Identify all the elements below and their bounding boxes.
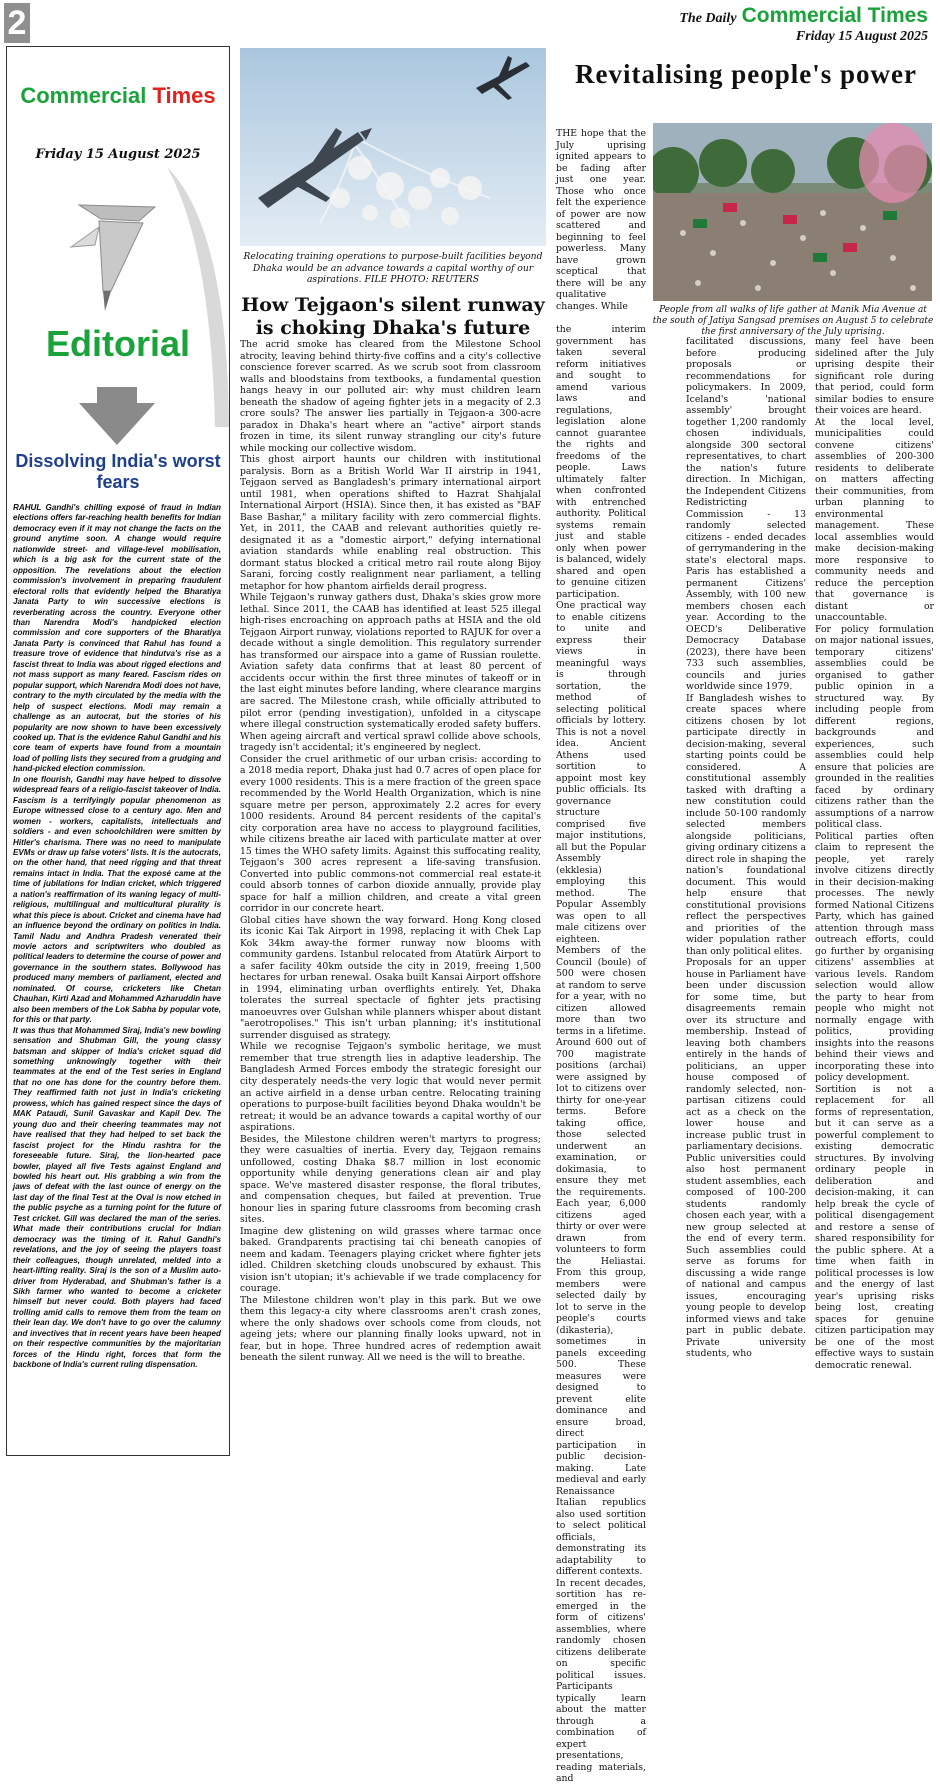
article-paragraph: Political parties often claim to represent the people, yet rarely involve citizens directly in their decision-making processes. The newly formed National Citizens Party, which has gained attention through mass outreach efforts, could go further by organising citizens' assemblies at various levels. Random selection would allow the party to hear from people who might not normally engage with politics, providing insights into the reasons behind their views and incorporating these into policy development. (815, 830, 934, 1083)
article-paragraph: Public universities could also host permanent student assemblies, each composed of 100-200 students randomly chosen each year, with a new group selected at the end of every term. Such assemblies could serve as forums for discussing a wide range of national and campus issues, encouraging young people to develop informed views and take part in public debate. Private university students, who (686, 1152, 806, 1359)
article-column-2 (686, 336, 806, 1360)
photo-caption: People from all walks of life gather at Manik Mia Avenue at the south of Jatiya Sangsad premises on August 5 to celebrate the first anniversary of the July uprising. (652, 305, 934, 337)
article-headline: Revitalising people's power (575, 59, 917, 89)
article-column-1 (556, 324, 646, 1785)
article-column-3 (815, 336, 934, 1371)
article-column-1-top: THE hope that the July uprising ignited appears to be fading after just one year. Those who once felt the experience of power are now scattered and beginning to feel powerless. Many have grown sceptical that there will be any qualitative changes. While (556, 128, 646, 312)
article-paragraph: While Tejgaon's runway gathers dust, Dhaka's skies grow more lethal. Since 2011, the CAAB has identified at least 525 illegal high-rises encroaching on approach paths at HSIA and the old Tejgaon Airport runway, violations reported to RAJUK for over a decade without a single demolition. This regulatory surrender has transformed our airspace into a game of Russian roulette. Aviation safety data confirms that at least 80 percent of accidents occur within the first three minutes of takeoff or in the last eight minutes before landing, where clearance margins are sacred. The Milestone crash, while officially attributed to pilot error (pending investigation), unfolded in a cityscape where illegal construction systematically eroded safety buffers. When ageing aircraft and vertical sprawl collide above schools, tragedy isn't accidental; it's engineered by neglect. (240, 592, 541, 754)
page-number: 2 (4, 3, 30, 43)
article-paragraph: For policy formulation on major national issues, temporary citizens' assemblies could be organised to gather public opinion in a structured way. By including people from different regions, backgrounds and experiences, such assemblies could help ensure that policies are grounded in the realities faced by ordinary citizens rather than the assumptions of a narrow political class. (815, 623, 934, 830)
editorial-sidebar (6, 46, 230, 1456)
photo-caption: Relocating training operations to purpose-built facilities beyond Dhaka would be an advance towards a capital worthy of our aspirations. FILE PHOTO: REUTERS (243, 251, 543, 285)
article-paragraph: This ghost airport haunts our children with institutional paralysis. Born as a British World War II airstrip in 1941, Tejgaon served as Bangladesh's primary international airport until 1981, when operations shifted to Hazrat Shahjalal International Airport (HSIA). Since then, it has existed as "BAF Base Bashar," a military facility with zero commercial flights. Yet, in 2011, the CAAB and relevant authorities quietly re-designated it as a "domestic airport," defying international aviation standards while enabling real obstruction. This dormant status blocked a critical metro rail route along Bijoy Sarani, forcing costly realignment near parliament, a telling metaphor for how phantom airfields derail progress. (240, 454, 541, 592)
decorative-swoosh (167, 167, 229, 427)
section-title: Editorial (45, 323, 191, 364)
article-paragraph: the interim government has taken several reform initiatives and sought to amend various laws and regulations, legislation alone cannot guarantee the rights and freedoms of the people. Laws ultimately falter when confronted with entrenched authority. Political systems remain just and stable only when power is balanced, widely shared and open to genuine citizen participation. (556, 324, 646, 600)
fountain-pen-icon (65, 187, 175, 317)
editorial-paragraph: In one flourish, Gandhi may have helped to dissolve widespread fears of a religio-fascist takeover of India. Fascism is a terrifyingly popular phenomenon as Europe witnessed close to a century ago. Men and women - workers, capitalists, intellectuals and soldiers - and even schoolchildren were smitten by Hitler's charisma. There was no need to manipulate EVMs or draw up false voters' lists. It is the autocrats, on the other hand, that need rigging and that threat remains intact in India. That the exposé came at the time of jubilations for Indian cricket, which triggered a nation's reaffirmation of its waning legacy of multi-religious, multilingual and multicultural plurality is what this piece is about. Cricket and cinema have had an influence beyond the ordinary on politics in India. Tamil Nadu and Andhra Pradesh venerated their movie actors and scriptwriters who doubled as political leaders to determine the course of power and governance in the southern states. Bollywood has produced many members of parliament, elected and nominated. Of course, cricketers like Chetan Chauhan, Kirti Azad and Mohammed Azharuddin have also been members of the Lok Sabha by popular vote, for this or that party. (13, 774, 221, 1025)
crowd-photo (653, 123, 932, 301)
masthead (679, 4, 928, 45)
article-paragraph: Sortition is not a replacement for all forms of representation, but it can serve as a powerful complement to existing democratic structures. By involving ordinary people in deliberation and decision-making, it can help break the cycle of political disengagement and restore a sense of shared responsibility for the public sphere. At a time when faith in political processes is low and the energy of last year's uprising risks being lost, creating spaces for genuine citizen participation may be one of the most effective ways to sustain democratic renewal. (815, 1083, 934, 1371)
article-paragraph: The acrid smoke has cleared from the Milestone School atrocity, leaving behind thirty-five coffins and a city's collective conscience forever scarred. As we scrub soot from classroom walls and bloodstains from textbooks, a fundamental question hangs heavy in our polluted air: why must children learn beneath the shadow of ageing fighter jets in a megacity of 2.3 crore souls? The answer lies partially in Tejgaon-a 300-acre paradox in Dhaka's heart where an "active" airport stands frozen in time, its silent runway strangling our city's future while mocking our collective wisdom. (240, 339, 541, 454)
sidebar-logo-word1: Commercial (20, 83, 147, 108)
article-paragraph: Besides, the Milestone children weren't martyrs to progress; they were casualties of inertia. Every day, Tejgaon remains unfollowed, costing Dhaka $8.7 million in lost economic opportunity while denying generations clean air and play space. We've mastered disaster response, the floral tributes, and compensation cheques, but failed at prevention. True honour lies in sparing future classrooms from becoming crash sites. (240, 1133, 541, 1226)
article-paragraph: Imagine dew glistening on wild grasses where tarmac once baked. Grandparents practising tai chi beneath canopies of neem and kadam. Teenagers playing cricket where fighter jets idled. Children sketching clouds unobscured by exhaust. This vision isn't utopian; it's achievable if we trade complacency for courage. (240, 1225, 541, 1295)
editorial-headline: Dissolving India's worst fears (15, 451, 221, 492)
masthead-date: Friday 15 August 2025 (795, 29, 928, 44)
article-paragraph: many feel have been sidelined after the July uprising despite their significant role during that period, could form similar bodies to ensure their voices are heard. (815, 336, 934, 416)
down-arrow-icon (77, 387, 157, 447)
sidebar-date: Friday 15 August 2025 (35, 147, 201, 162)
fighter-jets-photo (240, 48, 546, 246)
editorial-body (13, 503, 221, 1371)
editorial-paragraph: RAHUL Gandhi's chilling exposé of fraud in Indian elections offers far-reaching health benefits for Indian democracy even if it may not change the facts on the ground anytime soon. A change would require nationwide street- and village-level mobilisation, which is a big ask for the current state of the opposition. The revelations about the election commission's involvement in preparing fraudulent electoral rolls that evidently helped the Bharatiya Janata Party to win successive elections is reverberating across the country. Everyone other than Narendra Modi's handpicked election commission and core supporters of the Bharatiya Janata Party is convinced that Rahul has found a treasure trove of evidence that hindutva's rise as a fascist threat to India was about rigged elections and not mass support as many feared. Fascism rides on popular support, which Narendra Modi does not have, contrary to the myth circulated by the media with the help of suspect elections. Modi may remain a challenge as an autocrat, but the stories of his popularity are now shown to have been excessively cooked up. That is the evidence Rahul Gandhi and his core team of experts have found from a mountain load of polling lists they secured from a grudging and hand-picked election commission. (13, 503, 221, 774)
editorial-paragraph: It was thus that Mohammed Siraj, India's new bowling sensation and Shubman Gill, the young classy batsman and skipper of India's cricket squad did something unknowingly together with their teammates at the end of the Test series in England that no one has done for the country before them. They reaffirmed faith not just in India's cricketing prowess, which has gained respect since the days of MAK Pataudi, Sunil Gavaskar and Kapil Dev. The young duo and their cheering teammates may not have realised that they had helped to set back the fascist project for the Hindu rashtra for the foreseeable future. Siraj, the lion-hearted pace bowler, played all five Tests against England and bowled his heart out. His grabbing a win from the jaws of defeat with the last ounce of energy on the last day of the final Test at the Oval is now etched in the public psyche as a turning point for the future of Test cricket. Gill was declared the man of the series. What made their contributions crucial for Indian democracy was the timing of it. Rahul Gandhi's revelations, and the joy of seeing the players toast their colleagues, though unrelated, melded into a heart-lifting reality. Siraj is the son of a Muslim auto-driver from Hyderabad, and Shubman's father is a Sikh farmer who wanted to become a cricketer himself but never could. Both players had faced trolling amid calls to remove them from the team on their lean day. We don't have to go over the calumny and invectives that in recent years have been heaped on their respective communities by the majoritarian forces of the Hindu right, forces that form the backbone of India's current ruling dispensation. (13, 1025, 221, 1370)
sidebar-logo (7, 83, 229, 109)
article-paragraph: While we recognise Tejgaon's symbolic heritage, we must remember that true strength lies in adaptive leadership. The Bangladesh Armed Forces embody the strategic foresight our city desperately needs-the very logic that would never permit an active airfield in a dense urban centre. Relocating training operations to purpose-built facilities beyond Dhaka wouldn't be retreat; it would be an advance towards a capital worthy of our aspirations. (240, 1041, 541, 1134)
article-paragraph: facilitated discussions, before producing proposals or recommendations for policymakers. In 2009, Iceland's 'national assembly' brought together 1,200 randomly chosen individuals, alongside 300 sectoral representatives, to chart the nation's future direction. In Michigan, the Independent Citizens Redistricting Commission - 13 randomly selected citizens - ended decades of gerrymandering in the state's electoral maps. Paris has established a permanent Citizens' Assembly, with 100 new members chosen each year. According to the OECD's Deliberative Democracy Database (2023), there have been 733 such assemblies, councils and juries worldwide since 1979. (686, 336, 806, 692)
masthead-paper-name: Commercial Times (741, 4, 928, 27)
masthead-prefix: The Daily (679, 11, 737, 26)
article-paragraph: Consider the cruel arithmetic of our urban crisis: according to a 2018 media report, Dhaka just had 0.7 acres of open place for every 1000 residents. This is a mere fraction of the green space recommended by the World Health Organization, which is nine square metre per person, approximately 2.2 acres for every 1000 residents. Around 84 percent residents of the capital's city corporation area have no access to playground facilities, while citizens breathe air laced with particulate matter at over 15 times the WHO safety limits. Against this suffocating reality, Tejgaon's 300 acres represent a life-saving transfusion. Converted into public commons-not commercial real estate-it could absorb tonnes of carbon dioxide annually, provide play space for half a million children, and create a vital green corridor in our concrete heart. (240, 753, 541, 915)
article-paragraph: One practical way to enable citizens to unite and express their views in meaningful ways is through sortation, the method of selecting political officials by lottery. This is not a novel idea. Ancient Athens used sortition to appoint most key public officials. Its governance structure comprised five major institutions, all but the Popular Assembly (ekklesia) employing this method. The Popular Assembly was open to all male citizens over eighteen. Members of the Council (boule) of 500 were chosen at random to serve for a year, with no citizen allowed more than two terms in a lifetime. Around 600 out of 700 magistrate positions (archai) were assigned by lot to citizens over thirty for one-year terms. Before taking office, those selected underwent an examination, or dokimasia, to ensure they met the requirements. Each year, 6,000 citizens aged thirty or over were drawn from volunteers to form the Heliastai. From this group, members were selected daily by lot to serve in the people's courts (dikasteria), sometimes in panels exceeding 500. These measures were designed to prevent elite dominance and ensure broad, direct participation in public decision-making. Late medieval and early Renaissance Italian republics also used sortition to select political officials, demonstrating its adaptability to different contexts. (556, 600, 646, 1577)
article-body (240, 339, 541, 1364)
article-paragraph: The Milestone children won't play in this park. But we owe them this legacy-a city where classrooms aren't crash zones, where the only shadows over schools come from clouds, not ageing jets; where our planning finally looks upward, not in fear, but in hope. Three hundred acres of redemption await beneath the silent runway. All we need is the will to breathe. (240, 1294, 541, 1364)
article-paragraph: Proposals for an upper house in Parliament have been under discussion for some time, but disagreements remain over its structure and membership. Instead of leaving both chambers entirely in the hands of politicians, an upper house composed of randomly selected, non-partisan citizens could act as a check on the lower house and increase public trust in parliamentary decisions. (686, 957, 806, 1152)
article-paragraph: At the local level, municipalities could convene citizens' assemblies of 200-300 residents to deliberate on matters affecting their communities, from urban planning to environmental management. These local assemblies would make decision-making more responsive to community needs and reduce the perception that governance is distant or unaccountable. (815, 416, 934, 623)
sidebar-logo-word2: Times (152, 83, 216, 108)
masthead-title (679, 4, 928, 28)
article-paragraph: If Bangladesh wishes to create spaces where citizens chosen by lot participate directly in decision-making, several starting points could be considered. A constitutional assembly tasked with drafting a new constitution could include 50-100 randomly selected members alongside politicians, giving ordinary citizens a direct role in shaping the nation's foundational document. This would help ensure that constitutional provisions reflect the perspectives and priorities of the wider population rather than only political elites. (686, 692, 806, 957)
article-paragraph: In recent decades, sortition has re-emerged in the form of citizens' assemblies, where randomly chosen citizens deliberate on specific political issues. Participants typically learn about the matter through a combination of expert presentations, reading materials, and (556, 1577, 646, 1784)
article-paragraph: Global cities have shown the way forward. Hong Kong closed its iconic Kai Tak Airport in 1998, replacing it with Chek Lap Kok 34km away-the former runway now blooms with community gardens. Istanbul relocated from Atatürk Airport to a safer facility 40km outside the city in 2019, freeing 1,500 hectares for urban renewal. Osaka built Kansai Airport offshore in 1994, eliminating urban overflights entirely. Yet, Dhaka tolerates the surreal spectacle of fighter jets practising manoeuvres over Gulshan while planners whisper about distant "aerotropolises." This isn't urban planning; it's institutional surrender disguised as strategy. (240, 914, 541, 1041)
article-headline: How Tejgaon's silent runway is choking Dhaka's future (241, 294, 545, 339)
